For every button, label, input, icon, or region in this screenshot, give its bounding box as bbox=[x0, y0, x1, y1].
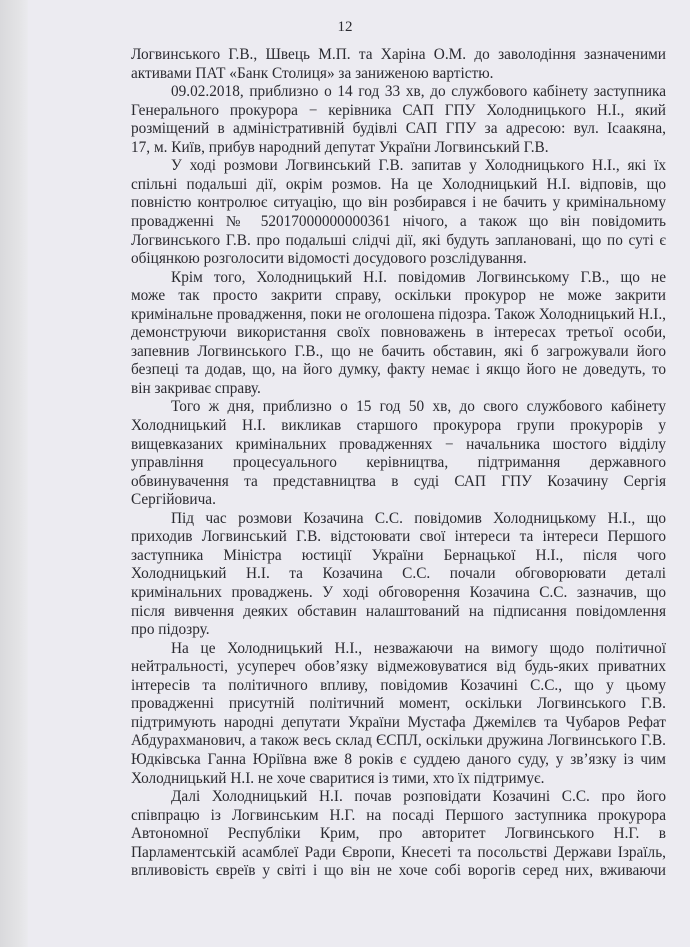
paragraph-first-line: Крім того, Холодницький Н.І. повідомив Логвинському Г.В., що не bbox=[171, 268, 666, 286]
text-line: Холодницький Н.І. викликав старшого прокурора групи прокурорів у bbox=[131, 417, 666, 434]
text-line: провадженні присутній політичний момент, оскільки Логвинського Г.В. bbox=[131, 695, 666, 713]
text-line: Холодницький Н.І. та Козачина С.С. почали обговорювати деталі bbox=[131, 565, 666, 583]
text-line: Абдурахманович, а також весь склад ЄСПЛ, оскільки дружина Логвинського Г.В. bbox=[131, 732, 666, 750]
text-line: кримінальне провадження, поки не оголошена підозра. Також Холодницький Н.І., bbox=[131, 305, 666, 323]
text-line: приходив Логвинський Г.В. відстоювати свої інтереси та інтереси Першого bbox=[131, 528, 666, 546]
text-line: повністю контролює ситуацію, що він розбирався і не бачить у кримінальному bbox=[131, 194, 666, 212]
text-line: провадженні № 52017000000000361 нічого, а також що він повідомить bbox=[131, 213, 666, 230]
text-line: активами ПАТ «Банк Столиця» за заниженою вартістю. bbox=[131, 64, 494, 82]
text-line: заступника Міністра юстиції України Бернацької Н.І., після чого bbox=[131, 546, 666, 564]
scan-left-edge bbox=[0, 0, 28, 947]
text-line: Генерального прокурора − керівника САП ГПУ Холодницького Н.І., який bbox=[131, 101, 666, 119]
text-line: підтримують народні депутати України Мустафа Джемілєв та Чубаров Рефат bbox=[131, 713, 666, 731]
text-line: запевнив Логвинського Г.В., що не бачить обставин, які б загрожували його bbox=[131, 342, 666, 360]
text-line: впливовість євреїв у світі і що він не хоче собі ворогів серед них, вживаючи bbox=[131, 862, 666, 880]
paragraph-first-line: 09.02.2018, приблизно о 14 год 33 хв, до службового кабінету заступника bbox=[171, 83, 666, 101]
text-line: Автономної Республіки Крим, про авторитет Логвинського Н.Г. в bbox=[131, 825, 666, 843]
text-line: 17, м. Київ, прибув народний депутат України Логвинський Г.В. bbox=[131, 138, 549, 156]
text-line: після вивчення деяких обставин налаштований на підписання повідомлення bbox=[131, 602, 666, 620]
text-line: про підозру. bbox=[131, 621, 210, 639]
paragraph-first-line: Під час розмови Козачина С.С. повідомив Холодницькому Н.І., що bbox=[171, 509, 666, 527]
text-line: безпеці та додав, що, на його думку, факту немає і якщо його не доведуть, то bbox=[131, 361, 666, 379]
text-line: управління процесуального керівництва, підтримання державного bbox=[131, 454, 666, 472]
text-line: обвинувачення та представництва в суді САП ГПУ Козачину Сергія bbox=[131, 472, 666, 490]
text-line: інтересів та політичного впливу, повідомив Козачині С.С., що у цьому bbox=[131, 676, 666, 694]
text-line: Сергійовича. bbox=[131, 491, 216, 509]
text-line: Логвинського Г.В., Швець М.П. та Харіна О.М. до заволодіння зазначеними bbox=[131, 46, 666, 63]
text-line: Логвинського Г.В. про подальші слідчі дії, які будуть заплановані, що по суті є bbox=[131, 231, 666, 249]
text-line: обіцянкою розголосити відомості досудового розслідування. bbox=[131, 250, 527, 268]
paragraph-first-line: У ході розмови Логвинський Г.В. запитав у Холодницького Н.І., які їх bbox=[171, 157, 666, 175]
paragraph-first-line: На це Холодницький Н.І., незважаючи на вимогу щодо політичної bbox=[171, 639, 666, 657]
text-line: вищевказаних кримінальних провадженнях − начальника шостого відділу bbox=[131, 435, 666, 453]
text-line: демонструючи використання своїх повноважень в інтересах третьої особи, bbox=[131, 324, 666, 342]
text-line: він закриває справу. bbox=[131, 379, 261, 397]
page-number: 12 bbox=[337, 19, 353, 35]
text-line: нейтральності, усупереч обов’язку відмежовуватися від будь-яких приватних bbox=[131, 658, 666, 676]
text-line: Парламентській асамблеї Ради Європи, Кнесеті та посольстві Держави Ізраїль, bbox=[131, 843, 666, 861]
paragraph-first-line: Далі Холодницький Н.І. почав розповідати Козачині С.С. про його bbox=[171, 788, 666, 805]
text-line: Юдківська Ганна Юріївна вже 8 років є суддею даного суду, у зв’язку із чим bbox=[131, 750, 666, 768]
text-line: розміщений в адміністративній будівлі САП ГПУ за адресою: вул. Ісаакяна, bbox=[131, 120, 666, 138]
paragraph-first-line: Того ж дня, приблизно о 15 год 50 хв, до свого службового кабінету bbox=[171, 398, 666, 416]
text-line: співпрацю із Логвинським Н.Г. на посаді Першого заступника прокурора bbox=[131, 806, 666, 824]
text-line: кримінальних проваджень. У ході обговорення Козачина С.С. зазначив, що bbox=[131, 584, 666, 601]
text-line: може так просто закрити справу, оскільки прокурор не може закрити bbox=[131, 287, 666, 305]
text-line: спільні подальші дії, окрім розмов. На це Холодницький Н.І. відповів, що bbox=[131, 175, 666, 193]
text-line: Холодницький Н.І. не хоче сваритися із тими, хто їх підтримує. bbox=[131, 769, 545, 787]
